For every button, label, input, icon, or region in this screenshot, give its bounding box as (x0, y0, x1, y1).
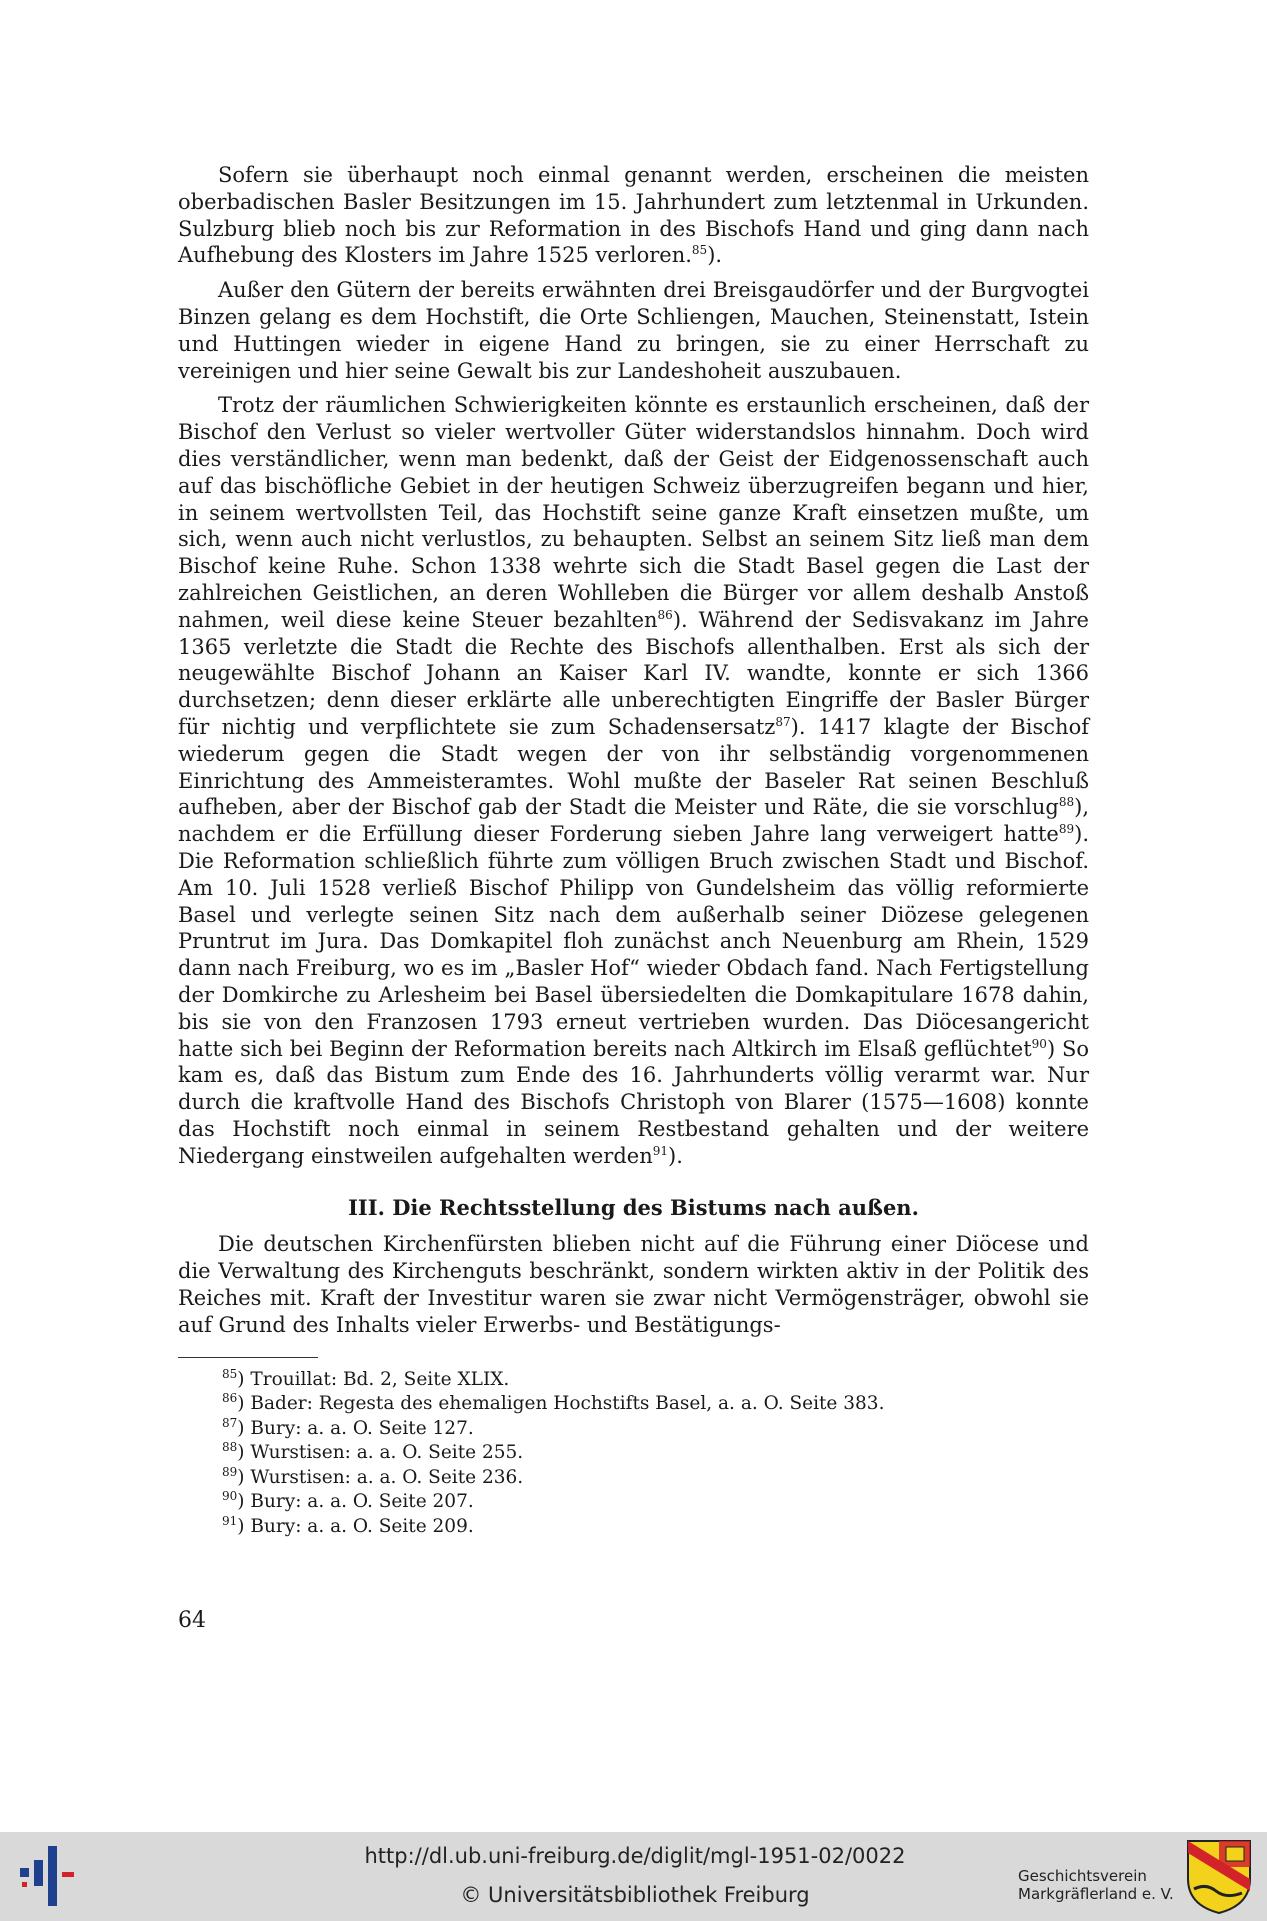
footnote-89: $^{89}$) Wurstisen: a. a. O. Seite 236. (222, 1464, 524, 1488)
footnote-ref-86[interactable]: 86 (657, 607, 673, 622)
footnote-ref-87[interactable]: 87 (775, 714, 791, 729)
footnote-ref-90[interactable]: 90 (1031, 1036, 1047, 1051)
footnote-ref-89[interactable]: 89 (1058, 822, 1075, 837)
society-name: Geschichtsverein Markgräflerland e. V. (1018, 1867, 1174, 1903)
source-url-link[interactable]: http://dl.ub.uni-freiburg.de/diglit/mgl-1951-02/0022 (364, 1844, 906, 1868)
ub-freiburg-logo-icon[interactable] (14, 1846, 80, 1906)
footnote-88: $^{88}$) Wurstisen: a. a. O. Seite 255. (222, 1440, 524, 1464)
footnote-ref-85[interactable]: 85 (691, 243, 708, 258)
copyright-text: © Universitätsbibliothek Freiburg (460, 1883, 810, 1907)
coat-of-arms-icon[interactable] (1186, 1839, 1252, 1915)
footnote-90: $^{90}$) Bury: a. a. O. Seite 207. (222, 1489, 474, 1513)
footnote-ref-88[interactable]: 88 (1058, 795, 1075, 810)
paragraph-1: Sofern sie überhaupt noch einmal genannt werden, erscheinen die meisten oberbadischen Basler Besitzungen im 15. Jahrhundert zum letztenmal in Urkunden. Sulzburg blieb noch bis zur Reformation in des Bischofs Hand und ging dann nach Aufhebung des Klosters im Jahre 1525 verloren.$^{85}$). (178, 163, 1089, 268)
section-paragraph: Die deutschen Kirchenfürsten blieben nicht auf die Führung einer Diöcese und die Verwaltung des Kirchenguts beschränkt, sondern wirkten aktiv in der Politik des Reiches mit. Kraft der Investitur waren sie zwar nicht Vermögensträger, obwohl sie auf Grund des Inhalts vieler Erwerbs- und Bestätigungs- (178, 1232, 1089, 1337)
page-body (178, 162, 1089, 1539)
footnote-86: $^{86}$) Bader: Regesta des ehemaligen Hochstifts Basel, a. a. O. Seite 383. (222, 1391, 885, 1415)
footnote-91: $^{91}$) Bury: a. a. O. Seite 209. (222, 1513, 474, 1537)
footnote-87: $^{87}$) Bury: a. a. O. Seite 127. (222, 1415, 474, 1439)
section-heading: III. Die Rechtsstellung des Bistums nach außen. (348, 1195, 919, 1221)
footnotes (222, 1368, 1089, 1540)
footnote-divider (178, 1357, 318, 1358)
footnote-ref-91[interactable]: 91 (652, 1143, 669, 1158)
paragraph-3: Trotz der räumlichen Schwierigkeiten könnte es erstaunlich erscheinen, daß der Bischof den Verlust so vieler wertvoller Güter widerstandslos hinnahm. Doch wird dies verständlicher, wenn man bedenkt, daß der Geist der Eidgenossenschaft auch auf das bischöfliche Gebiet in der heutigen Schweiz überzugreifen begann und hier, in seinem wertvollsten Teil, das Hochstift seine ganze Kraft einsetzen mußte, um sich, wenn auch nicht verlustlos, zu behaupten. Selbst an seinem Sitz ließ man dem Bischof keine Ruhe. Schon 1338 wehrte sich die Stadt Basel gegen die Last der zahlreichen Geistlichen, an deren Wohlleben die Bürger vor allem deshalb Anstoß nahmen, weil diese keine Steuer bezahlten$^{86}$). Während der Sedisvakanz im Jahre 1365 verletzte die Stadt die Rechte des Bischofs allenthalben. Erst als sich der neugewählte Bischof Johann an Kaiser Karl IV. wandte, konnte er sich 1366 durchsetzen; denn dieser erklärte alle unberechtigten Eingriffe der Basler Bürger für nichtig und verpflichtete sie zum Schadensersatz$^{87}$). 1417 klagte der Bischof wiederum gegen die Stadt wegen der von ihr selbständig vorgenommenen Einrichtung des Ammeisteramtes. Wohl mußte der Baseler Rat seinen Beschluß aufheben, aber der Bischof gab der Stadt die Meister und Räte, die sie vorschlug$^{88}$), nachdem er die Erfüllung dieser Forderung sieben Jahre lang verweigert hatte$^{89}$). Die Reformation schließlich führte zum völligen Bruch zwischen Stadt und Bischof. Am 10. Juli 1528 verließ Bischof Philipp von Gundelsheim das völlig reformierte Basel und verlegte seinen Sitz nach dem außerhalb seiner Diözese gelegenen Pruntrut im Jura. Das Domkapitel floh zunächst anch Neuenburg am Rhein, 1529 dann nach Freiburg, wo es im „Basler Hof“ wieder Obdach fand. Nach Fertigstellung der Domkirche zu Arlesheim bei Basel übersiedelten die Domkapitulare 1678 dahin, bis sie von den Franzosen 1793 erneut vertrieben wurden. Das Diöcesangericht hatte sich bei Beginn der Reformation bereits nach Altkirch im Elsaß geflüchtet$^{90}$) So kam es, daß das Bistum zum Ende des 16. Jahrhunderts völlig verarmt war. Nur durch die kraftvolle Hand des Bischofs Christoph von Blarer (1575—1608) konnte das Hochstift noch einmal in seinem Restbestand gehalten und der weitere Niedergang einstweilen aufgehalten werden$^{91}$). (178, 393, 1090, 1168)
footnote-85: $^{85}$) Trouillat: Bd. 2, Seite XLIX. (222, 1366, 510, 1390)
page-number: 64 (178, 1608, 206, 1633)
paragraph-2: Außer den Gütern der bereits erwähnten drei Breisgaudörfer und der Burgvogtei Binzen gelang es dem Hochstift, die Orte Schliengen, Mauchen, Steinenstatt, Istein und Huttingen wieder in eigene Hand zu bringen, sie zu einer Herrschaft zu vereinigen und hier seine Gewalt bis zur Landeshoheit auszubauen. (178, 278, 1089, 383)
footer-bar (0, 1832, 1267, 1921)
